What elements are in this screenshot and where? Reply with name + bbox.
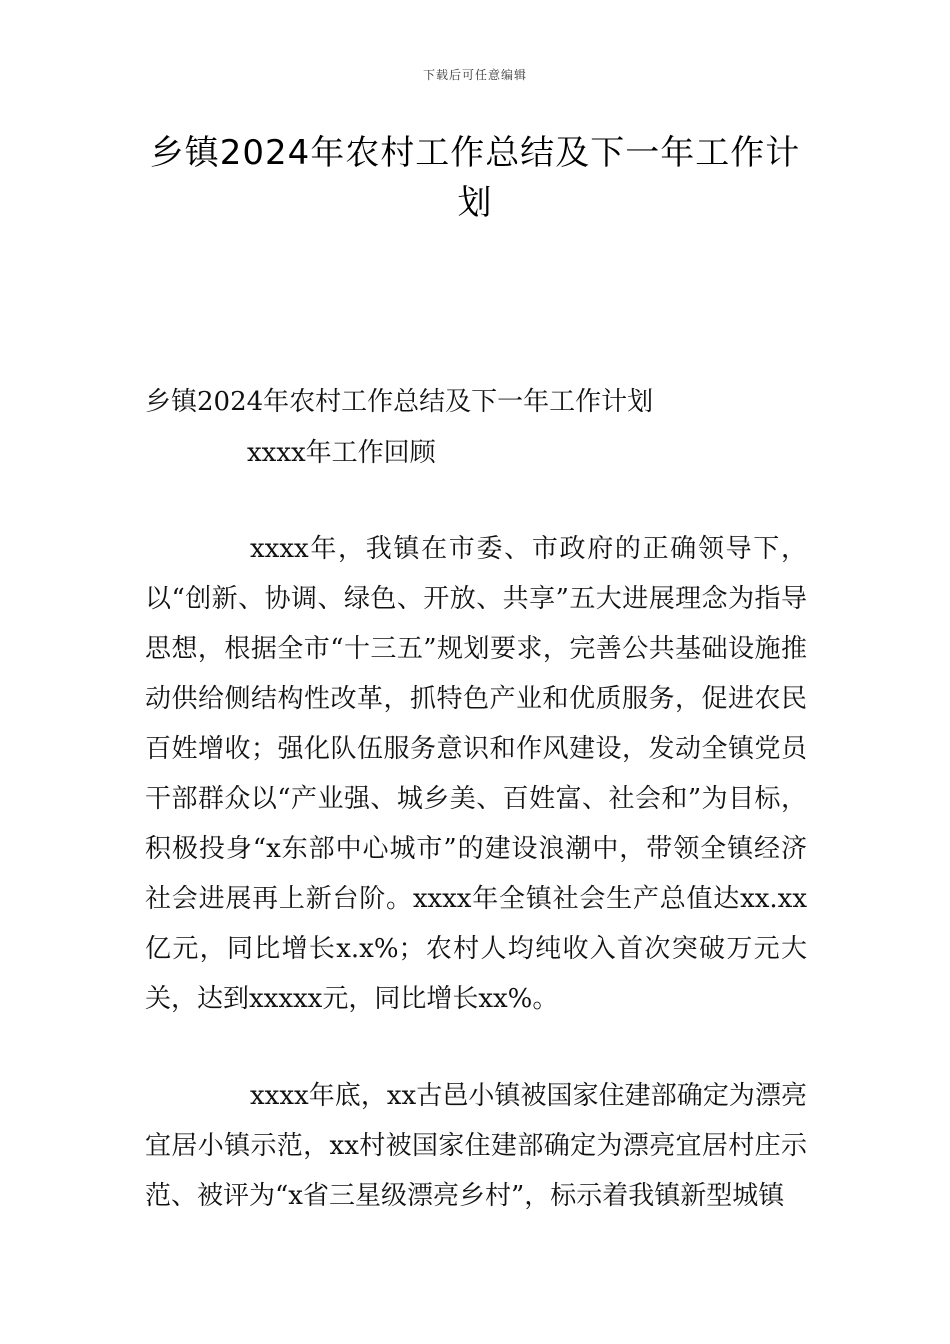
paragraph-2: xxxx年底，xx古邑小镇被国家住建部确定为漂亮宜居小镇示范，xx村被国家住建部确定为漂亮宜居村庄示范、被评为“x省三星级漂亮乡村”，标示着我镇新型城镇 (145, 1081, 807, 1211)
document-title: 乡镇2024年农村工作总结及下一年工作计划 (149, 133, 801, 223)
document-subtitle: 乡镇2024年农村工作总结及下一年工作计划 (145, 387, 654, 417)
paragraph-1: xxxx年，我镇在市委、市政府的正确领导下，以“创新、协调、绿色、开放、共享”五大进展理念为指导思想，根据全市“十三五”规划要求，完善公共基础设施推动供给侧结构性改革，抓特色产业和优质服务，促进农民百姓增收；强化队伍服务意识和作风建设，发动全镇党员干部群众以“产业强、城乡美、百姓富、社会和”为目标，积极投身“x东部中心城市”的建设浪潮中，带领全镇经济社会进展再上新台阶。xxxx年全镇社会生产总值达xx.xx亿元，同比增长x.x%；农村人均纯收入首次突破万元大关，达到xxxxx元，同比增长xx%。 (145, 534, 807, 1014)
header-note: 下载后可任意编辑 (422, 68, 527, 82)
section-heading: xxxx年工作回顾 (247, 438, 436, 468)
